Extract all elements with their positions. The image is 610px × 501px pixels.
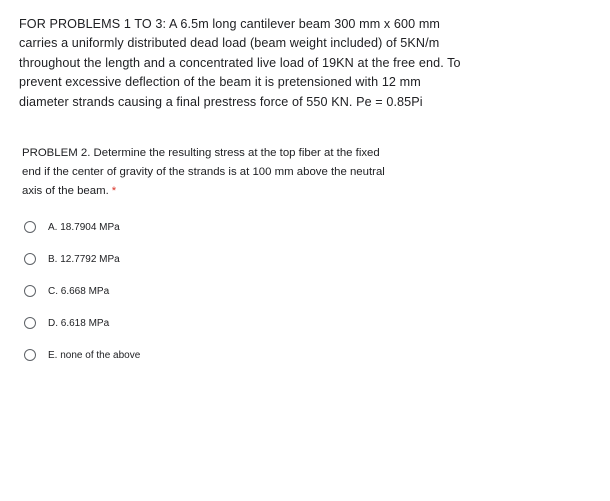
intro-line: FOR PROBLEMS 1 TO 3: A 6.5m long cantilever beam 300 mm x 600 mm xyxy=(19,17,440,31)
option-label: C. 6.668 MPa xyxy=(48,285,110,297)
intro-line: diameter strands causing a final prestress force of 550 KN. Pe = 0.85Pi xyxy=(19,94,423,109)
radio-button[interactable] xyxy=(24,285,36,297)
question-text xyxy=(22,144,582,202)
radio-button[interactable] xyxy=(24,317,36,329)
option-label: E. none of the above xyxy=(48,349,141,361)
option-b[interactable] xyxy=(24,251,140,267)
problem-intro xyxy=(19,15,599,112)
required-marker: * xyxy=(111,185,117,198)
radio-button[interactable] xyxy=(24,349,36,361)
question-line-last xyxy=(22,182,582,201)
question-line: PROBLEM 2. Determine the resulting stress at the top fiber at the fixed xyxy=(22,147,380,159)
option-label: D. 6.618 MPa xyxy=(48,317,110,329)
question-line: axis of the beam. xyxy=(22,185,109,198)
option-a[interactable] xyxy=(24,219,140,235)
question-line: end if the center of gravity of the strands is at 100 mm above the neutral xyxy=(22,166,385,179)
intro-line: throughout the length and a concentrated live load of 19KN at the free end. To xyxy=(19,55,461,70)
intro-line: prevent excessive deflection of the beam it is pretensioned with 12 mm xyxy=(19,75,421,90)
option-c[interactable] xyxy=(24,283,140,299)
option-label: B. 12.7792 MPa xyxy=(48,253,120,265)
radio-button[interactable] xyxy=(24,253,36,265)
option-d[interactable] xyxy=(24,315,140,331)
option-e[interactable] xyxy=(24,347,140,363)
radio-button[interactable] xyxy=(24,221,36,233)
option-label: A. 18.7904 MPa xyxy=(48,221,120,233)
answer-options xyxy=(24,219,140,379)
intro-line: carries a uniformly distributed dead load (beam weight included) of 5KN/m xyxy=(19,36,440,51)
